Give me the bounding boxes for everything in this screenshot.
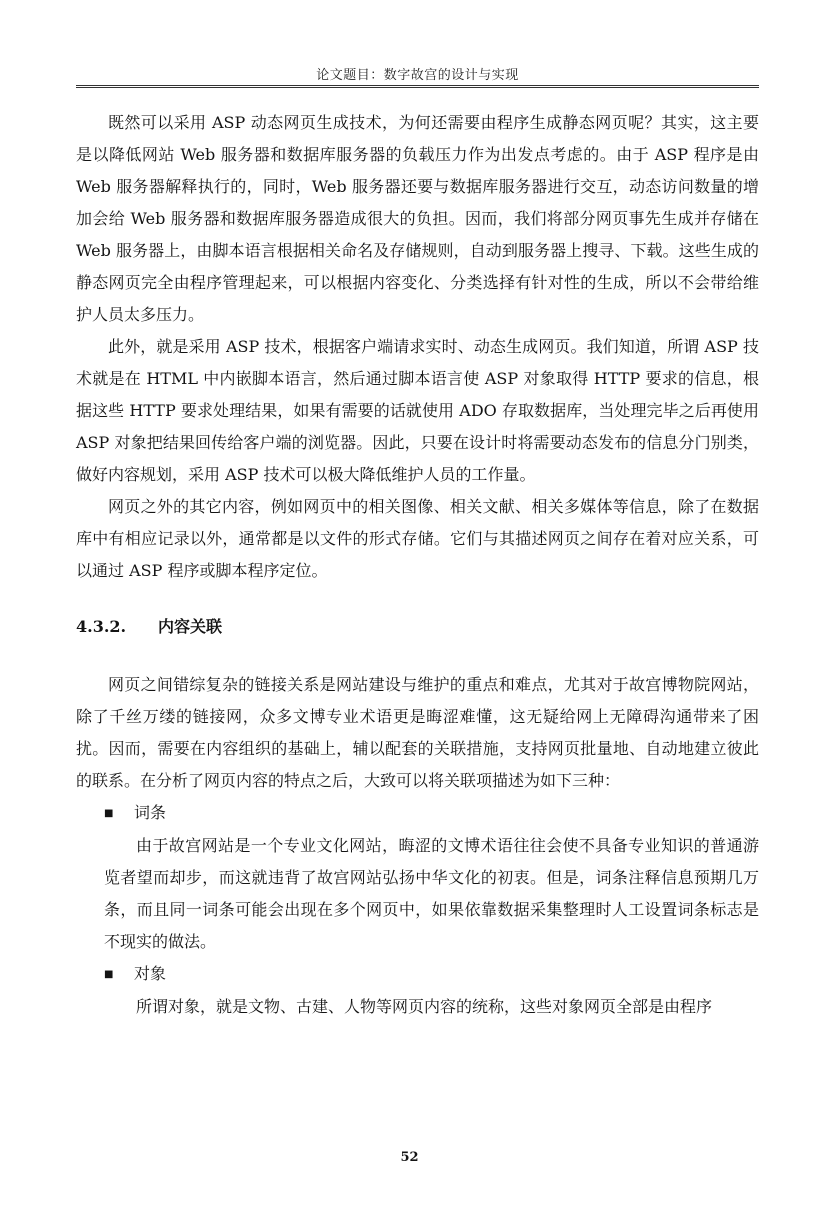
paragraph-content-linking: 网页之间错综复杂的链接关系是网站建设与维护的重点和难点，尤其对于故宫博物院网站，除了千丝万缕的链接网，众多文博专业术语更是晦涩难懂，这无疑给网上无障碍沟通带来了困扰。因而，需要在内容组织的基础上，辅以配套的关联措施，支持网页批量地、自动地建立彼此的联系。在分析了网页内容的特点之后，大致可以将关联项描述为如下三种：: [76, 675, 759, 790]
bullet-label: 对象: [134, 964, 167, 983]
page-content: [76, 107, 759, 1023]
running-head: 论文题目：数字故宫的设计与实现: [316, 68, 519, 83]
bullet-square-icon: ■: [104, 808, 114, 819]
bullet-item-term: [76, 797, 759, 830]
bullet-label: 词条: [134, 803, 167, 822]
paragraph-other-content: 网页之外的其它内容，例如网页中的相关图像、相关文献、相关多媒体等信息，除了在数据库中有相应记录以外，通常都是以文件的形式存储。它们与其描述网页之间存在着对应关系，可以通过 ASP 程序或脚本程序定位。: [76, 497, 759, 580]
bullet-square-icon: ■: [104, 969, 114, 980]
bullet-text-term: 由于故宫网站是一个专业文化网站，晦涩的文博术语往往会使不具备专业知识的普通游览者望而却步，而这就违背了故宫网站弘扬中华文化的初衷。但是，词条注释信息预期几万条，而且同一词条可能会出现在多个网页中，如果依靠数据采集整理时人工设置词条标志是不现实的做法。: [104, 836, 759, 951]
section-number: 4.3.2.: [76, 617, 127, 636]
bullet-item-object: [76, 958, 759, 991]
section-title: 内容关联: [158, 617, 223, 636]
page-number: 52: [400, 1150, 419, 1165]
paragraph-static-pages: 既然可以采用 ASP 动态网页生成技术，为何还需要由程序生成静态网页呢？其实，这主要是以降低网站 Web 服务器和数据库服务器的负载压力作为出发点考虑的。由于 ASP 程序是由 Web 服务器解释执行的，同时，Web 服务器还要与数据库服务器进行交互，动态访问数量的增加会给 Web 服务器和数据库服务器造成很大的负担。因而，我们将部分网页事先生成并存储在 Web 服务器上，由脚本语言根据相关命名及存储规则，自动到服务器上搜寻、下载。这些生成的静态网页完全由程序管理起来，可以根据内容变化、分类选择有针对性的生成，所以不会带给维护人员太多压力。: [76, 113, 759, 324]
paragraph-asp-technology: 此外，就是采用 ASP 技术，根据客户端请求实时、动态生成网页。我们知道，所谓 ASP 技术就是在 HTML 中内嵌脚本语言，然后通过脚本语言使 ASP 对象取得 HTTP 要求的信息，根据这些 HTTP 要求处理结果，如果有需要的话就使用 ADO 存取数据库，当处理完毕之后再使用 ASP 对象把结果回传给客户端的浏览器。因此，只要在设计时将需要动态发布的信息分门别类，做好内容规划，采用 ASP 技术可以极大降低维护人员的工作量。: [76, 337, 759, 484]
header-rule: [76, 85, 759, 88]
bullet-text-object: 所谓对象，就是文物、古建、人物等网页内容的统称，这些对象网页全部是由程序: [136, 997, 713, 1016]
section-heading: [76, 611, 759, 643]
